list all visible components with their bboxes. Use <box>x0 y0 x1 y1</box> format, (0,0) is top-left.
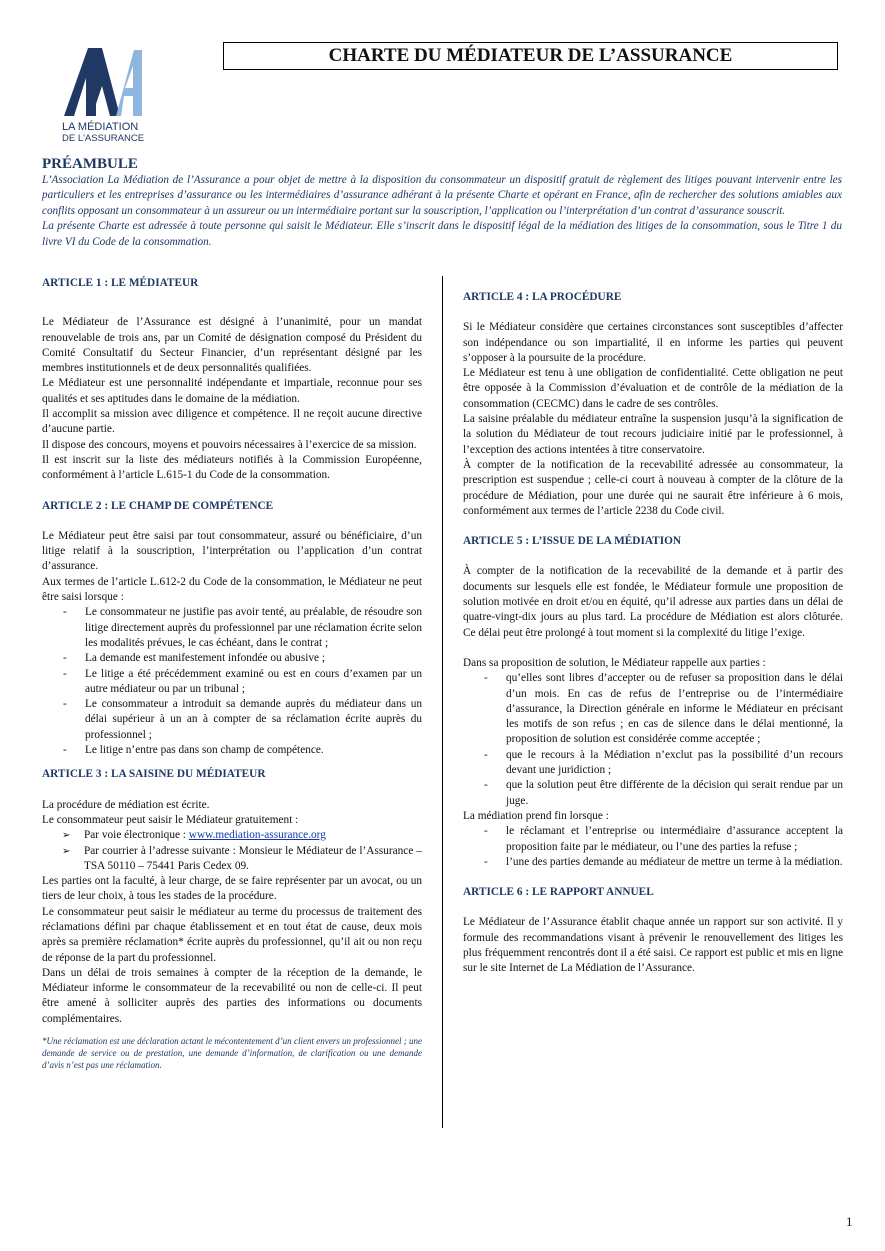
article-4-paragraph: La saisine préalable du médiateur entraîne la suspension jusqu’à la signification de la solution du Médiateur de tout recours judiciaire initié par le professionnel, à l’exception des actions intentées à titre conservatoire. <box>463 413 843 456</box>
website-link[interactable]: www.mediation-assurance.org <box>188 829 326 842</box>
article-5-paragraph: La médiation prend fin lorsque : <box>463 809 609 822</box>
list-item: - que la solution peut être différente de la décision qui serait rendue par un juge. <box>463 778 843 809</box>
logo-text-line2: DE L'ASSURANCE <box>62 133 145 144</box>
arrow-bullet-icon: ➢ <box>62 830 71 842</box>
logo-mark-icon <box>58 44 158 144</box>
list-item: - La demande est manifestement infondée ou abusive ; <box>42 651 422 666</box>
right-column <box>463 290 843 977</box>
mail-address: Par courrier à l’adresse suivante : Monsieur le Médiateur de l’Assurance – TSA 50110 – 75441 Paris Cedex 09. <box>84 844 422 872</box>
list-item: - Le consommateur ne justifie pas avoir tenté, au préalable, de résoudre son litige directement auprès du professionnel par une réclamation écrite selon les modalités prévues, le cas échéant, dans le contrat ; <box>42 605 422 651</box>
article-3-paragraph: Le consommateur peut saisir le médiateur au terme du processus de traitement des réclamations défini par chaque établissement et en tout état de cause, deux mois après sa première réclamation* écrite auprès du professionnel, qu’il ait ou non reçu de réponse de la part du professionnel. <box>42 905 422 964</box>
document-title: CHARTE DU MÉDIATEUR DE L’ASSURANCE <box>223 42 838 70</box>
article-3-paragraph: Dans un délai de trois semaines à compter de la réception de la demande, le Médiateur informe le consommateur de la recevabilité ou non de celle-ci. Il peut être amené à solliciter auprès des parties des informations ou documents complémentaires. <box>42 966 422 1025</box>
footnote: *Une réclamation est une déclaration actant le mécontentement d’un client envers un professionnel ; une demande de service ou de prestation, une demande d’information, de clarification ou une demande d’avis n’est pas une réclamation. <box>42 1036 422 1071</box>
page-number: 1 <box>846 1214 853 1229</box>
article-2-list <box>42 605 422 758</box>
article-4-paragraph: Le Médiateur est tenu à une obligation de confidentialité. Cette obligation ne peut être opposée à la Commission d’évaluation et de contrôle de la médiation de la consommation (CECMC) dans le cadre de ses contrôles. <box>463 367 843 410</box>
article-6-heading: ARTICLE 6 : LE RAPPORT ANNUEL <box>463 886 654 899</box>
article-5-heading: ARTICLE 5 : L’ISSUE DE LA MÉDIATION <box>463 535 682 548</box>
article-4-paragraph: Si le Médiateur considère que certaines circonstances sont susceptibles d’affecter son indépendance ou son impartialité, il en informe les parties qui peuvent s’opposer à la poursuite de la procédure. <box>463 321 843 364</box>
article-5-end-list <box>463 824 843 870</box>
email-label: Par voie électronique : <box>84 829 189 842</box>
list-item <box>42 844 422 875</box>
article-2-paragraph: Aux termes de l’article L.612-2 du Code de la consommation, le Médiateur ne peut être saisi lorsque : <box>42 575 422 604</box>
column-divider <box>442 276 443 1128</box>
list-item: - le réclamant et l’entreprise ou intermédiaire d’assurance acceptent la proposition faite par le médiateur, ou l’une des parties la refuse ; <box>463 824 843 855</box>
left-column <box>42 276 422 1072</box>
list-item: - Le litige a été précédemment examiné ou est en cours d’examen par un autre médiateur ou par un tribunal ; <box>42 667 422 698</box>
list-item: - que le recours à la Médiation n’exclut pas la possibilité d’un recours devant une juridiction ; <box>463 748 843 779</box>
logo-text-line1: LA MÉDIATION <box>62 121 139 133</box>
article-3-paragraph: Le consommateur peut saisir le Médiateur gratuitement : <box>42 813 299 826</box>
article-1-paragraph: Il accomplit sa mission avec diligence et compétence. Il ne reçoit aucune directive d’aucune partie. <box>42 408 422 436</box>
article-3-paragraph: La procédure de médiation est écrite. <box>42 798 210 811</box>
list-item: - qu’elles sont libres d’accepter ou de refuser sa proposition dans le délai d’un mois. En cas de refus de l’entreprise ou de l’intermédiaire d’assurance, la Direction générale en informe le Médiateur en précisant les motifs de son refus ; en cas de silence dans le délai mentionné, la proposition de solution est considérée comme acceptée ; <box>463 671 843 747</box>
article-4-paragraph: À compter de la notification de la recevabilité adressée au consommateur, la prescription est suspendue ; celle-ci court à nouveau à compter de la clôture de la procédure de Médiation, pour une durée qui ne saurait être inférieure à 6 mois, conformément aux termes de l’article 2238 du Code civil. <box>463 458 843 517</box>
article-1-paragraph: Le Médiateur est une personnalité indépendante et impartiale, reconnue pour ses qualités et ses aptitudes dans le domaine de la médiation. <box>42 377 422 405</box>
list-item: - Le litige n’entre pas dans son champ de compétence. <box>42 743 422 758</box>
list-item: - Le consommateur a introduit sa demande auprès du médiateur dans un délai supérieur à un an à compter de sa réclamation écrite auprès du professionnel ; <box>42 697 422 743</box>
article-2-heading: ARTICLE 2 : LE CHAMP DE COMPÉTENCE <box>42 499 274 512</box>
article-3-contact-list <box>42 828 422 874</box>
article-3-paragraph: Les parties ont la faculté, à leur charge, de se faire représenter par un avocat, ou un tiers de leur choix, à tous les stades de la procédure. <box>42 875 422 903</box>
article-1-paragraph: Le Médiateur de l’Assurance est désigné à l’unanimité, pour un mandat renouvelable de trois ans, par un Comité de désignation composé du Président du Comité Consultatif du Secteur Financier, d’un représentant désigné par les membres institutionnels et de deux personnalités qualifiées. <box>42 316 422 375</box>
article-5-list <box>463 671 843 809</box>
preamble-paragraph-text: La présente Charte est adressée à toute personne qui saisit le Médiateur. Elle s’inscrit dans le dispositif légal de la médiation des litiges de la consommation, sous le Titre 1 du livre VI du Code de la consommation. <box>42 220 842 248</box>
preamble-heading: PRÉAMBULE <box>42 156 138 172</box>
article-5-paragraph: Dans sa proposition de solution, le Médiateur rappelle aux parties : <box>463 656 766 669</box>
preamble-section <box>42 156 842 250</box>
article-5-paragraph: À compter de la notification de la recevabilité de la demande et à partir des documents sur lesquels elle est fondée, le Médiateur formule une proposition de solution motivée en droit et/ou en équité, qu’il adresse aux parties dans un délai de quatre-vingt-dix jours au plus tard. La procédure de Médiation est alors clôturée. Ce délai peut être prolongé à tout moment si la complexité du litige l’exige. <box>463 565 843 639</box>
article-6-paragraph: Le Médiateur de l’Assurance établit chaque année un rapport sur son activité. Il y formule des recommandations visant à prévenir le renouvellement des litiges les plus fréquemment rencontrés dont il a été saisi. Ce rapport est public et mis en ligne sur le site Internet de La Médiation de l’Assurance. <box>463 916 843 975</box>
list-item: - l’une des parties demande au médiateur de mettre un terme à la médiation. <box>463 855 843 870</box>
arrow-bullet-icon: ➢ <box>62 845 71 857</box>
article-1-heading: ARTICLE 1 : LE MÉDIATEUR <box>42 277 199 289</box>
article-4-heading: ARTICLE 4 : LA PROCÉDURE <box>463 291 622 303</box>
article-1-paragraph: Il est inscrit sur la liste des médiateurs notifiés à la Commission Européenne, conformément à l’article L.615-1 du Code de la consommation. <box>42 453 422 482</box>
mediation-logo <box>58 44 158 144</box>
preamble-paragraph <box>42 219 842 250</box>
list-item <box>42 828 422 843</box>
article-1-paragraph: Il dispose des concours, moyens et pouvoirs nécessaires à l’exercice de sa mission. <box>42 438 417 451</box>
article-2-paragraph: Le Médiateur peut être saisi par tout consommateur, assuré ou bénéficiaire, d’un litige relatif à la souscription, l’interprétation ou l’application d’un contrat d’assurance. <box>42 529 422 573</box>
preamble-paragraph: L’Association La Médiation de l’Assurance a pour objet de mettre à la disposition du consommateur un dispositif gratuit de règlement des litiges pouvant intervenir entre les particuliers et les entreprises d’assurance ou les intermédiaires d’assurance adhérant à la présente Charte et opérant en France, afin de rechercher des solutions amiables aux conflits opposant un consommateur à un assureur ou un intermédiaire portant sur la souscription, l’application ou l’interprétation d’un contrat d’assurance souscrit. <box>42 174 842 217</box>
article-3-heading: ARTICLE 3 : LA SAISINE DU MÉDIATEUR <box>42 768 266 781</box>
